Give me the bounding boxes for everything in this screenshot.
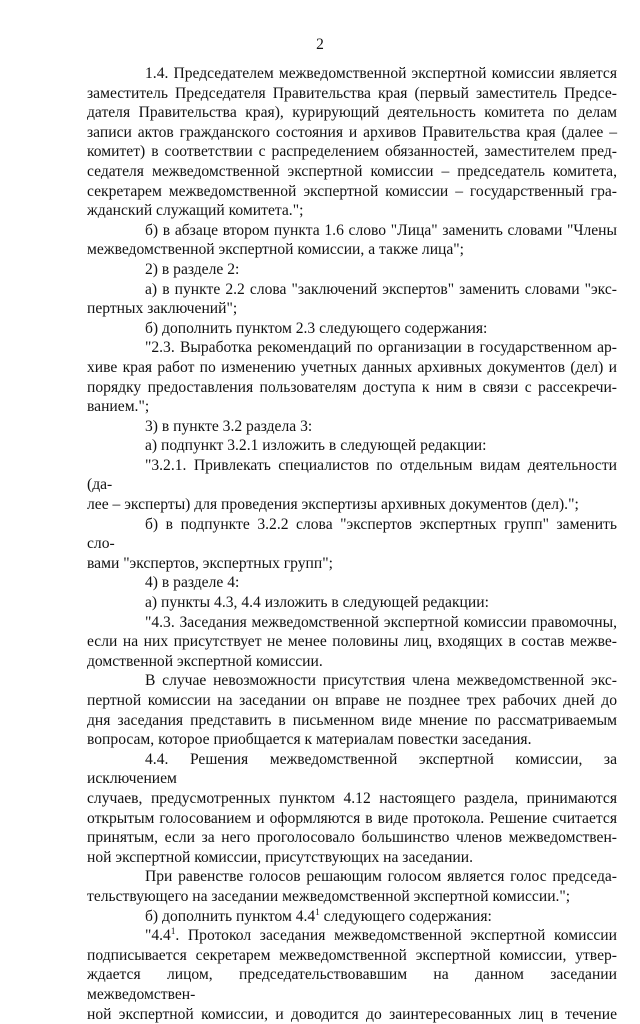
- paragraph: [87, 319, 617, 339]
- text-line: а) в пункте 2.2 слова "заключений экспертов" заменить словами "экс-: [87, 280, 617, 300]
- text-line: если на них присутствует не менее половины лиц, входящих в состав межве-: [87, 632, 617, 652]
- paragraph: [87, 671, 617, 749]
- text-line: открытым голосованием и оформляются в виде протокола. Решение считается: [87, 809, 617, 829]
- text-line: пертных заключений";: [87, 299, 617, 319]
- text-line: дателя Правительства края), курирующий деятельность комитета по делам: [87, 103, 617, 123]
- text-line: ждается лицом, председательствовавшим на данном заседании межведомствен-: [87, 965, 617, 1004]
- page-number: 2: [0, 36, 640, 54]
- text-line: а) пункты 4.3, 4.4 изложить в следующей редакции:: [87, 593, 617, 613]
- text-line: записи актов гражданского состояния и архивов Правительства края (далее –: [87, 123, 617, 143]
- text-line: "2.3. Выработка рекомендаций по организации в государственном ар-: [87, 338, 617, 358]
- text-line: 4) в разделе 4:: [87, 573, 617, 593]
- paragraph: [87, 221, 617, 260]
- text-line: дня заседания представить в письменном виде мнение по рассматриваемым: [87, 711, 617, 731]
- text-line: секретарем межведомственной экспертной комиссии – государственный гра-: [87, 182, 617, 202]
- paragraph: [87, 613, 617, 672]
- text-line: межведомственной экспертной комиссии, а также лица";: [87, 240, 617, 260]
- text-line: б) в абзаце втором пункта 1.6 слово "Лица" заменить словами "Члены: [87, 221, 617, 241]
- paragraph: [87, 338, 617, 416]
- paragraph: [87, 867, 617, 906]
- superscript: 1: [171, 926, 176, 936]
- paragraph: [87, 515, 617, 574]
- text-line: ванием.";: [87, 397, 617, 417]
- paragraph: [87, 417, 617, 437]
- text-line: 3) в пункте 3.2 раздела 3:: [87, 417, 617, 437]
- text-line: пертной комиссии на заседании он вправе не позднее трех рабочих дней до: [87, 691, 617, 711]
- text-line: случаев, предусмотренных пунктом 4.12 настоящего раздела, принимаются: [87, 789, 617, 809]
- text-line: 4.4. Решения межведомственной экспертной комиссии, за исключением: [87, 750, 617, 789]
- text-line: заместитель Председателя Правительства края (первый заместитель Предсе-: [87, 84, 617, 104]
- paragraph: [87, 280, 617, 319]
- text-line: б) дополнить пунктом $4.4^1$ следующего содержания:: [87, 907, 617, 927]
- text-line: а) подпункт 3.2.1 изложить в следующей редакции:: [87, 436, 617, 456]
- text-line: седателя межведомственной экспертной комиссии – председатель комитета,: [87, 162, 617, 182]
- text-line: "3.2.1. Привлекать специалистов по отдельным видам деятельности (да-: [87, 456, 617, 495]
- text-line: В случае невозможности присутствия члена межведомственной экс-: [87, 671, 617, 691]
- text-line: жданский служащий комитета.";: [87, 201, 617, 221]
- paragraph: [87, 456, 617, 515]
- paragraph: [87, 573, 617, 593]
- paragraph: [87, 260, 617, 280]
- text-line: комитет) в соответствии с распределением обязанностей, заместителем пред-: [87, 142, 617, 162]
- paragraph: [87, 64, 617, 221]
- paragraph: [87, 926, 617, 1024]
- text-line: вопросам, которое приобщается к материалам повестки заседания.: [87, 730, 617, 750]
- text-line: домственной экспертной комиссии.: [87, 652, 617, 672]
- text-line: б) в подпункте 3.2.2 слова "экспертов экспертных групп" заменить сло-: [87, 515, 617, 554]
- text-line: подписывается секретарем межведомственной экспертной комиссии, утвер-: [87, 946, 617, 966]
- text-line: б) дополнить пунктом 2.3 следующего содержания:: [87, 319, 617, 339]
- text-line: вами "экспертов, экспертных групп";: [87, 554, 617, 574]
- paragraph: [87, 750, 617, 868]
- text-line: 1.4. Председателем межведомственной экспертной комиссии является: [87, 64, 617, 84]
- paragraph: [87, 593, 617, 613]
- text-line: лее – эксперты) для проведения экспертизы архивных документов (дел).";: [87, 495, 617, 515]
- superscript: 1: [315, 906, 320, 916]
- paragraph: [87, 907, 617, 927]
- text-line: "$4.4^1$. Протокол заседания межведомственной экспертной комиссии: [87, 926, 617, 946]
- paragraph: [87, 436, 617, 456]
- text-line: При равенстве голосов решающим голосом является голос председа-: [87, 867, 617, 887]
- text-line: ной экспертной комиссии, и доводится до заинтересованных лиц в течение: [87, 1005, 617, 1024]
- text-line: 2) в разделе 2:: [87, 260, 617, 280]
- text-line: принятым, если за него проголосовало большинство членов межведомствен-: [87, 828, 617, 848]
- text-line: порядку предоставления пользователям доступа к ним в связи с рассекречи-: [87, 378, 617, 398]
- text-line: хиве края работ по изменению учетных данных архивных документов (дел) и: [87, 358, 617, 378]
- document-body: [87, 64, 617, 1024]
- text-line: тельствующего на заседании межведомственной экспертной комиссии.";: [87, 887, 617, 907]
- text-line: ной экспертной комиссии, присутствующих на заседании.: [87, 848, 617, 868]
- text-line: "4.3. Заседания межведомственной экспертной комиссии правомочны,: [87, 613, 617, 633]
